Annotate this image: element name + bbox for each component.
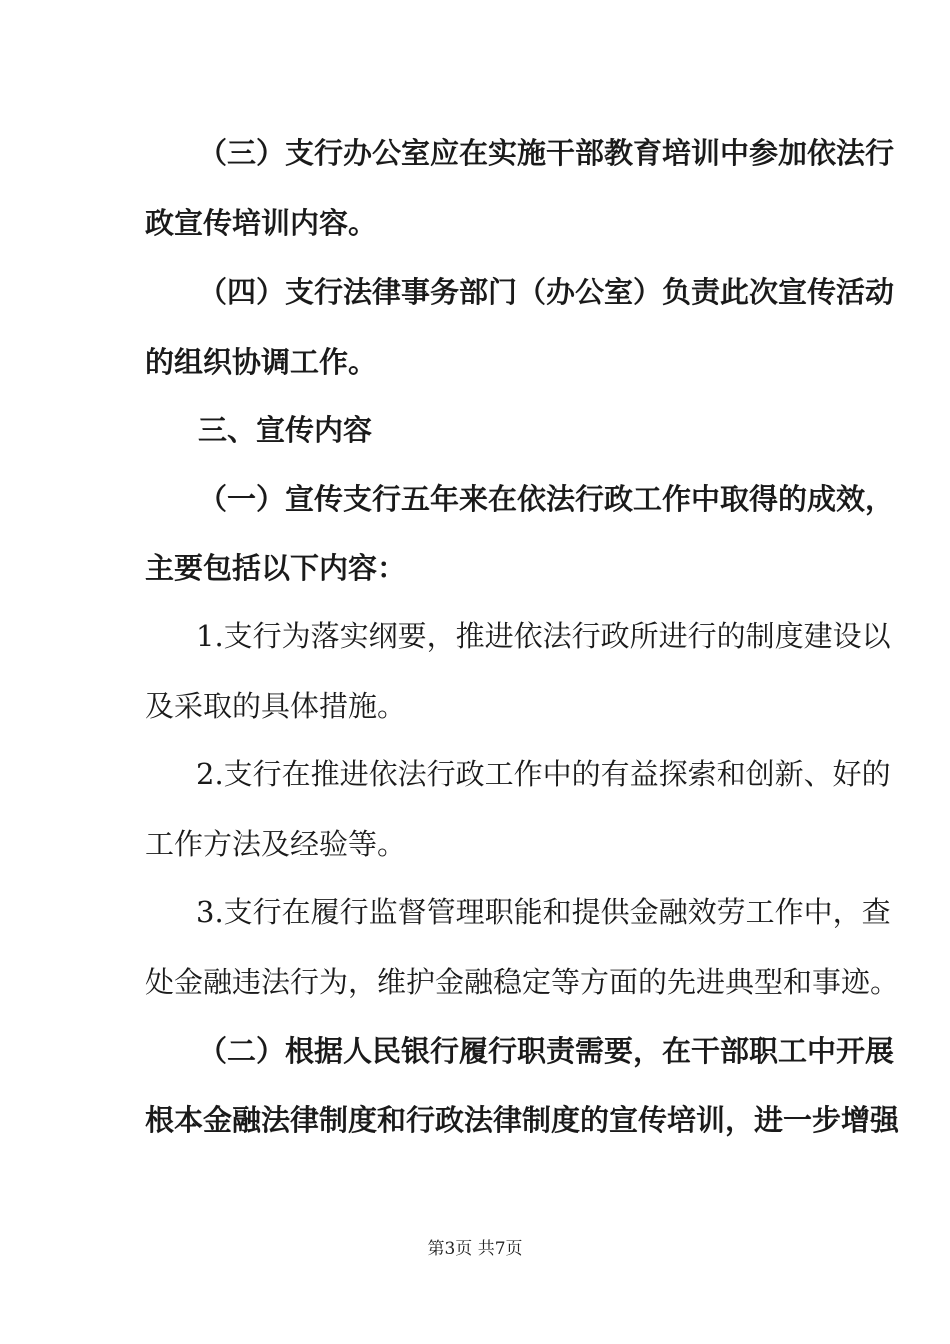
section-heading: 三、宣传内容 [198,413,373,447]
list-item-line: 及采取的具体措施。 [145,689,407,723]
list-item-line: 2.支行在推进依法行政工作中的有益探索和创新、好的 [196,757,891,791]
paragraph-line: （四）支行法律事务部门（办公室）负责此次宣传活动 [198,275,895,309]
paragraph-line: （三）支行办公室应在实施干部教育培训中参加依法行 [198,136,895,170]
page-footer: 第3页 共7页 [427,1239,523,1259]
list-item-line: 工作方法及经验等。 [145,827,407,861]
paragraph-line: （一）宣传支行五年来在依法行政工作中取得的成效， [198,482,895,516]
paragraph-line: 主要包括以下内容： [145,551,407,585]
list-item-line: 1.支行为落实纲要，推进依法行政所进行的制度建设以 [196,619,891,653]
paragraph-line: （二）根据人民银行履行职责需要，在干部职工中开展 [198,1034,895,1068]
list-item-line: 处金融违法行为，维护金融稳定等方面的先进典型和事迹。 [145,965,900,999]
paragraph-line: 的组织协调工作。 [145,345,378,379]
list-item-line: 3.支行在履行监督管理职能和提供金融效劳工作中，查 [196,895,891,929]
paragraph-line: 政宣传培训内容。 [145,206,378,240]
paragraph-line: 根本金融法律制度和行政法律制度的宣传培训，进一步增强 [145,1103,900,1137]
